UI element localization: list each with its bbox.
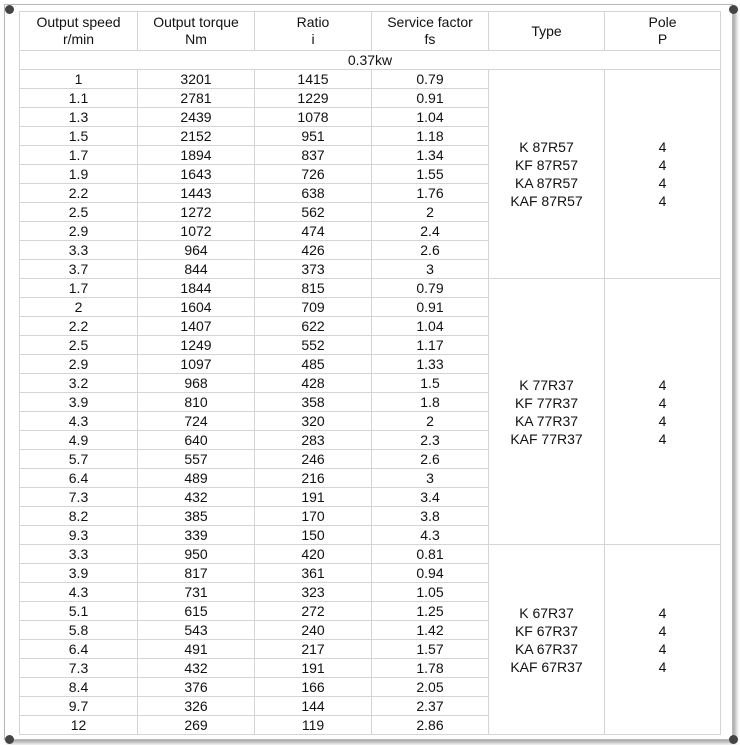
pole-group-cell xyxy=(605,545,721,735)
pole-label: 4 xyxy=(658,412,667,429)
ratio-cell: 144 xyxy=(255,697,372,716)
torque-cell: 724 xyxy=(138,412,255,431)
type-label: K 67R37 xyxy=(519,604,574,621)
type-label: KAF 67R37 xyxy=(510,658,583,675)
torque-cell: 489 xyxy=(138,469,255,488)
speed-cell: 2.5 xyxy=(20,336,138,355)
pole-label: 4 xyxy=(658,604,667,621)
type-label: KA 77R37 xyxy=(514,412,579,429)
torque-cell: 817 xyxy=(138,564,255,583)
service-factor-cell: 2.05 xyxy=(372,678,489,697)
service-factor-cell: 2.86 xyxy=(372,716,489,735)
pole-label: 4 xyxy=(658,175,667,191)
speed-cell: 8.4 xyxy=(20,678,138,697)
torque-cell: 950 xyxy=(138,545,255,564)
speed-cell: 2.9 xyxy=(20,355,138,374)
pole-label: 4 xyxy=(658,640,667,657)
service-factor-cell: 0.94 xyxy=(372,564,489,583)
pole-group-cell xyxy=(605,279,721,545)
ratio-cell: 1229 xyxy=(255,89,372,108)
torque-cell: 810 xyxy=(138,393,255,412)
torque-cell: 326 xyxy=(138,697,255,716)
ratio-cell: 283 xyxy=(255,431,372,450)
ratio-cell: 323 xyxy=(255,583,372,602)
frame-corner-dot xyxy=(729,5,738,14)
service-factor-cell: 1.8 xyxy=(372,393,489,412)
pole-label: 4 xyxy=(658,376,667,393)
ratio-cell: 638 xyxy=(255,184,372,203)
ratio-cell: 622 xyxy=(255,317,372,336)
speed-cell: 1.9 xyxy=(20,165,138,184)
ratio-cell: 217 xyxy=(255,640,372,659)
torque-cell: 1249 xyxy=(138,336,255,355)
service-factor-cell: 2.6 xyxy=(372,241,489,260)
header-service-factor: Service factor fs xyxy=(372,12,489,51)
power-rating: 0.37kw xyxy=(20,51,721,70)
ratio-cell: 1078 xyxy=(255,108,372,127)
ratio-cell: 373 xyxy=(255,260,372,279)
torque-cell: 844 xyxy=(138,260,255,279)
ratio-cell: 361 xyxy=(255,564,372,583)
torque-cell: 339 xyxy=(138,526,255,545)
speed-cell: 4.3 xyxy=(20,412,138,431)
torque-cell: 968 xyxy=(138,374,255,393)
frame-corner-dot xyxy=(729,735,738,744)
speed-cell: 1.5 xyxy=(20,127,138,146)
type-group-cell xyxy=(489,70,605,279)
torque-cell: 543 xyxy=(138,621,255,640)
torque-cell: 1643 xyxy=(138,165,255,184)
speed-cell: 3.3 xyxy=(20,545,138,564)
service-factor-cell: 1.33 xyxy=(372,355,489,374)
service-factor-cell: 1.55 xyxy=(372,165,489,184)
service-factor-cell: 1.42 xyxy=(372,621,489,640)
type-group-cell xyxy=(489,279,605,545)
service-factor-cell: 0.79 xyxy=(372,70,489,89)
torque-cell: 964 xyxy=(138,241,255,260)
type-label: KA 67R37 xyxy=(514,640,579,657)
service-factor-cell: 1.57 xyxy=(372,640,489,659)
pole-label: 4 xyxy=(658,139,667,155)
ratio-cell: 166 xyxy=(255,678,372,697)
speed-cell: 9.7 xyxy=(20,697,138,716)
speed-cell: 6.4 xyxy=(20,469,138,488)
type-label: KF 67R37 xyxy=(514,622,579,639)
service-factor-cell: 0.91 xyxy=(372,298,489,317)
pole-label: 4 xyxy=(658,394,667,411)
ratio-cell: 320 xyxy=(255,412,372,431)
speed-cell: 1.1 xyxy=(20,89,138,108)
type-label: KAF 77R37 xyxy=(510,430,583,447)
speed-cell: 3.9 xyxy=(20,564,138,583)
header-output-torque: Output torque Nm xyxy=(138,12,255,51)
pole-label: 4 xyxy=(658,658,667,675)
pole-label: 4 xyxy=(658,193,667,209)
torque-cell: 1844 xyxy=(138,279,255,298)
torque-cell: 1407 xyxy=(138,317,255,336)
service-factor-cell: 1.04 xyxy=(372,317,489,336)
torque-cell: 3201 xyxy=(138,70,255,89)
speed-cell: 5.7 xyxy=(20,450,138,469)
torque-cell: 1272 xyxy=(138,203,255,222)
torque-cell: 491 xyxy=(138,640,255,659)
speed-cell: 5.8 xyxy=(20,621,138,640)
speed-cell: 4.3 xyxy=(20,583,138,602)
header-pole: Pole P xyxy=(605,12,721,51)
pole-label: 4 xyxy=(658,622,667,639)
service-factor-cell: 1.78 xyxy=(372,659,489,678)
service-factor-cell: 1.76 xyxy=(372,184,489,203)
service-factor-cell: 1.04 xyxy=(372,108,489,127)
speed-cell: 1.7 xyxy=(20,146,138,165)
speed-cell: 8.2 xyxy=(20,507,138,526)
ratio-cell: 420 xyxy=(255,545,372,564)
service-factor-cell: 1.34 xyxy=(372,146,489,165)
type-group-cell xyxy=(489,545,605,735)
power-rating-row xyxy=(20,51,721,70)
service-factor-cell: 3.4 xyxy=(372,488,489,507)
ratio-cell: 951 xyxy=(255,127,372,146)
type-label: KAF 87R57 xyxy=(510,193,583,209)
table-row xyxy=(20,70,721,89)
speed-cell: 1.7 xyxy=(20,279,138,298)
service-factor-cell: 1.5 xyxy=(372,374,489,393)
ratio-cell: 815 xyxy=(255,279,372,298)
type-label: KF 77R37 xyxy=(514,394,579,411)
speed-cell: 3.3 xyxy=(20,241,138,260)
service-factor-cell: 1.17 xyxy=(372,336,489,355)
ratio-cell: 170 xyxy=(255,507,372,526)
service-factor-cell: 4.3 xyxy=(372,526,489,545)
service-factor-cell: 3.8 xyxy=(372,507,489,526)
service-factor-cell: 0.91 xyxy=(372,89,489,108)
ratio-cell: 358 xyxy=(255,393,372,412)
service-factor-cell: 0.79 xyxy=(372,279,489,298)
service-factor-cell: 1.05 xyxy=(372,583,489,602)
torque-cell: 2439 xyxy=(138,108,255,127)
service-factor-cell: 2 xyxy=(372,412,489,431)
speed-cell: 5.1 xyxy=(20,602,138,621)
ratio-cell: 837 xyxy=(255,146,372,165)
speed-cell: 9.3 xyxy=(20,526,138,545)
speed-cell: 12 xyxy=(20,716,138,735)
frame-corner-dot xyxy=(5,5,14,14)
service-factor-cell: 2 xyxy=(372,203,489,222)
speed-cell: 1.3 xyxy=(20,108,138,127)
ratio-cell: 474 xyxy=(255,222,372,241)
ratio-cell: 216 xyxy=(255,469,372,488)
pole-label: 4 xyxy=(658,430,667,447)
ratio-cell: 709 xyxy=(255,298,372,317)
torque-cell: 376 xyxy=(138,678,255,697)
gear-motor-spec-table xyxy=(19,11,721,735)
speed-cell: 2 xyxy=(20,298,138,317)
header-row xyxy=(20,12,721,51)
service-factor-cell: 2.6 xyxy=(372,450,489,469)
torque-cell: 1072 xyxy=(138,222,255,241)
speed-cell: 3.7 xyxy=(20,260,138,279)
ratio-cell: 485 xyxy=(255,355,372,374)
ratio-cell: 119 xyxy=(255,716,372,735)
torque-cell: 269 xyxy=(138,716,255,735)
ratio-cell: 552 xyxy=(255,336,372,355)
type-label: K 87R57 xyxy=(519,139,574,155)
speed-cell: 3.9 xyxy=(20,393,138,412)
speed-cell: 6.4 xyxy=(20,640,138,659)
service-factor-cell: 2.4 xyxy=(372,222,489,241)
table-row xyxy=(20,279,721,298)
table-row xyxy=(20,545,721,564)
ratio-cell: 191 xyxy=(255,488,372,507)
ratio-cell: 150 xyxy=(255,526,372,545)
pole-label: 4 xyxy=(658,157,667,173)
type-label: K 77R37 xyxy=(519,376,574,393)
header-ratio: Ratio i xyxy=(255,12,372,51)
speed-cell: 2.2 xyxy=(20,317,138,336)
service-factor-cell: 1.25 xyxy=(372,602,489,621)
torque-cell: 1443 xyxy=(138,184,255,203)
ratio-cell: 1415 xyxy=(255,70,372,89)
service-factor-cell: 0.81 xyxy=(372,545,489,564)
ratio-cell: 726 xyxy=(255,165,372,184)
torque-cell: 432 xyxy=(138,659,255,678)
ratio-cell: 191 xyxy=(255,659,372,678)
speed-cell: 1 xyxy=(20,70,138,89)
service-factor-cell: 1.18 xyxy=(372,127,489,146)
speed-cell: 7.3 xyxy=(20,659,138,678)
service-factor-cell: 2.3 xyxy=(372,431,489,450)
torque-cell: 557 xyxy=(138,450,255,469)
torque-cell: 2781 xyxy=(138,89,255,108)
torque-cell: 615 xyxy=(138,602,255,621)
torque-cell: 731 xyxy=(138,583,255,602)
speed-cell: 2.5 xyxy=(20,203,138,222)
type-label: KF 87R57 xyxy=(514,157,579,173)
ratio-cell: 426 xyxy=(255,241,372,260)
ratio-cell: 562 xyxy=(255,203,372,222)
speed-cell: 7.3 xyxy=(20,488,138,507)
speed-cell: 2.9 xyxy=(20,222,138,241)
ratio-cell: 272 xyxy=(255,602,372,621)
torque-cell: 2152 xyxy=(138,127,255,146)
header-type: Type xyxy=(489,12,605,51)
header-output-speed: Output speed r/min xyxy=(20,12,138,51)
ratio-cell: 428 xyxy=(255,374,372,393)
speed-cell: 4.9 xyxy=(20,431,138,450)
torque-cell: 640 xyxy=(138,431,255,450)
ratio-cell: 246 xyxy=(255,450,372,469)
speed-cell: 3.2 xyxy=(20,374,138,393)
service-factor-cell: 3 xyxy=(372,260,489,279)
frame-corner-dot xyxy=(5,735,14,744)
service-factor-cell: 3 xyxy=(372,469,489,488)
type-label: KA 87R57 xyxy=(514,175,579,191)
torque-cell: 1894 xyxy=(138,146,255,165)
pole-group-cell xyxy=(605,70,721,279)
ratio-cell: 240 xyxy=(255,621,372,640)
torque-cell: 385 xyxy=(138,507,255,526)
speed-cell: 2.2 xyxy=(20,184,138,203)
torque-cell: 432 xyxy=(138,488,255,507)
torque-cell: 1097 xyxy=(138,355,255,374)
service-factor-cell: 2.37 xyxy=(372,697,489,716)
torque-cell: 1604 xyxy=(138,298,255,317)
